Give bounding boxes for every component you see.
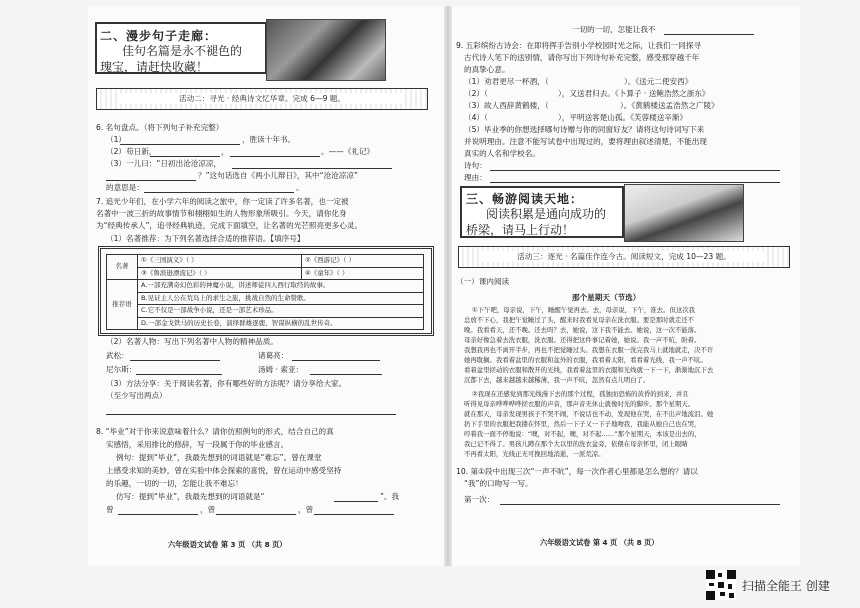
q8-imitate-lead: 仿写：提到“毕业”，我最先想到的词语就是“ bbox=[116, 492, 265, 501]
book-4[interactable]: ④《童年》（ ） bbox=[301, 267, 423, 280]
q10-line-1: 10. 第①段中出现三次“一声不吭”，每一次作者心里都是怎么想的？请以 bbox=[456, 467, 698, 476]
q9-item-5b: 并说明理由。注意不能写试卷中出现过的，要将理由叙述清楚，不能出现 bbox=[464, 137, 707, 146]
q9-item-3b: ）。《黄鹤楼送孟浩然之广陵》 bbox=[620, 101, 719, 110]
reason-a: A.一部充满奇幻色彩的神魔小说，讲述师徒四人西行取经的故事。 bbox=[138, 280, 424, 293]
q6-3-blank-b[interactable] bbox=[106, 180, 196, 181]
q6-1-blank[interactable] bbox=[120, 144, 240, 145]
char-wusong: 武松： bbox=[106, 351, 129, 360]
q8-ceng-3: ，曾 bbox=[298, 505, 314, 514]
para1-line-8: 沉都下去，越来越越来越稀薄，我一声不吭，忽然有点儿明白了。 bbox=[464, 376, 650, 384]
q9-item-3a: （3）故人西辞黄鹤楼，（ bbox=[464, 101, 549, 110]
para2-line-2: 听得见母亲哗哗哗哗搓衣服的声音，那声音无休止就像时光的脚步。那个星期天。 bbox=[464, 400, 695, 408]
q7-sub3: （3）方法分享：关于阅读名著，你有哪些好的方法呢？请分享给大家。 bbox=[106, 379, 347, 388]
q10-first-label: 第一次： bbox=[464, 495, 495, 504]
reading-photo bbox=[624, 184, 744, 242]
continued-blank[interactable] bbox=[664, 34, 754, 35]
char-tom: 汤姆 · 索亚： bbox=[258, 365, 304, 374]
q8-ceng-2: ，曾 bbox=[200, 505, 216, 514]
q7-sub2: （2）名著人物：写出下列名著中人物的精神品质。 bbox=[106, 337, 278, 346]
q6-3-period: 。 bbox=[296, 183, 304, 192]
q8-ceng-blank-3[interactable] bbox=[314, 514, 394, 515]
q7-para-3: 为“经典传承人”，追寻经典轨迹，完成下面填空，让名著的光芒照亮更多心灵。 bbox=[96, 221, 363, 230]
book-3[interactable]: ③《鲁滨逊漂流记》（ ） bbox=[138, 267, 302, 280]
page-fold-shadow bbox=[444, 6, 452, 566]
q6-3-text-b: ？”这句话选自《两小儿辩日》，其中“沧沧凉凉” bbox=[198, 171, 358, 180]
q8-word-blank[interactable] bbox=[334, 501, 378, 502]
continued-line: 一切的一切，怎能让我不 bbox=[572, 25, 656, 34]
q10-first-blank[interactable] bbox=[500, 504, 780, 505]
q6-1-prefix: （1） bbox=[106, 135, 127, 144]
q8-ceng-blank-2[interactable] bbox=[216, 514, 296, 515]
q6-2-comma: ， bbox=[221, 147, 229, 156]
q9-para-2: 古代诗人笔下的送别情，请你写出下列诗句补充完整，感受那穿越千年 bbox=[464, 53, 700, 62]
book-recommend-table bbox=[106, 254, 424, 330]
section3-title: 三、畅游阅读天地： bbox=[466, 192, 584, 206]
q8-imitate-tail: ”。我 bbox=[380, 492, 400, 501]
article-title: 那个星期天（节选） bbox=[572, 293, 641, 302]
char-nils-blank[interactable] bbox=[136, 374, 222, 375]
q9-para-1: 9. 五彩缤纷古诗会：在即将挥手告别小学校园时光之际，让我们一同探寻 bbox=[456, 41, 702, 50]
qr-code-icon bbox=[706, 570, 736, 600]
para2-line-7: 不再看太阳，光线正无可挽回地消逝，一派荒凉。 bbox=[464, 450, 605, 458]
reason-c: C.它不仅是一部战争小说，还是一部艺术珍品。 bbox=[138, 305, 424, 318]
q7-sub3-note: （至少写出两点） bbox=[106, 391, 167, 400]
q6-3-meaning-blank[interactable] bbox=[144, 192, 294, 193]
section2-line1: 佳句名篇是永不褪色的 bbox=[122, 44, 243, 58]
q8-example-1: 例句：提到“毕业”，我最先想到的词语就是“难忘”。曾在课堂 bbox=[116, 453, 322, 462]
para2-line-6: 我已记不得了。男孩儿蹲在那个大以里的洗衣盆旁，依偎在母亲怀里，闭上眼睛 bbox=[464, 440, 688, 448]
char-wusong-blank[interactable] bbox=[130, 360, 220, 361]
para1-line-2: 总放不下心，我把午觉睡过了头，醒来时我看见母亲在洗衣服。要是那时就走还不 bbox=[464, 316, 695, 324]
scanner-watermark: 扫描全能王 创建 bbox=[742, 579, 830, 593]
q9-item-4b: ），平明送客楚山孤。《芙蓉楼送辛渐》 bbox=[558, 113, 688, 122]
q9-poem-blank[interactable] bbox=[490, 170, 780, 171]
table-label-reasons: 推荐语 bbox=[107, 280, 138, 330]
para2-line-1: ②我现在还感觉到那光线漫下去的那个过程，孤独而恐怖的黄昏的到来，并且 bbox=[472, 390, 689, 398]
q8-para-1: 8. “毕业”对于你来说意味着什么？请你仿照例句的形式，结合自己的真 bbox=[96, 427, 334, 436]
reason-b: B.见证主人公在荒岛上的求生之旅，挑战自然的生命赞歌。 bbox=[138, 292, 424, 305]
q9-item-5c: 真实的人名和学校名。 bbox=[464, 149, 540, 158]
q8-example-3: 的乐趣，一切的一切，怎能让我不难忘！ bbox=[106, 479, 243, 488]
q8-ceng-blank-1[interactable] bbox=[118, 514, 198, 515]
q6-2-blank-a[interactable] bbox=[150, 156, 220, 157]
q7-answer-line[interactable] bbox=[106, 414, 396, 415]
activity3-text: 活动三：逐光 · 名篇佳作连今古。阅读短文，完成 10—23 题。 bbox=[481, 251, 767, 262]
char-zhugeliang-blank[interactable] bbox=[292, 360, 380, 361]
q7-sub1: （1）名著推荐：为下列名著选择合适的推荐语。【填序号】 bbox=[106, 234, 305, 243]
q9-reason-blank[interactable] bbox=[490, 182, 780, 183]
char-zhugeliang: 诸葛亮： bbox=[258, 351, 289, 360]
book-2[interactable]: ②《西游记》（ ） bbox=[301, 255, 423, 268]
q9-item-2a: （2）（ bbox=[464, 89, 488, 98]
right-page-footer: 六年级语文试卷 第 4 页 （共 8 页） bbox=[540, 538, 659, 547]
q6-3-blank-a[interactable] bbox=[232, 168, 392, 169]
para1-line-3: 晚。我看看天，还不晚。还去吗？去，她说，这下我不能去。她说，这一次不能落。 bbox=[464, 326, 701, 334]
para2-line-3: 就在那天，母亲发现男孩子不哭不闹，不说话也不动，发现他在哭，在不出声地流泪。她 bbox=[464, 410, 714, 418]
q6-2-source: 。——《礼记》 bbox=[321, 147, 375, 156]
q6-2-blank-b[interactable] bbox=[230, 156, 320, 157]
activity2-text: 活动二：寻光 · 经典诗文忆华章。完成 6—9 题。 bbox=[119, 93, 405, 104]
para1-line-5: 我想我再也不离开半步，再也不把觉睡过头。我想在衣服一洗完我马上就地就走，决不许 bbox=[464, 346, 714, 354]
section2-line2: 瑰宝，请赶快收藏！ bbox=[100, 60, 209, 74]
corridor-photo bbox=[266, 19, 386, 81]
q9-reason-label: 理由： bbox=[464, 173, 487, 182]
q9-para-3: 的真挚心意。 bbox=[464, 65, 510, 74]
q6-2-prefix: （2）苟日新， bbox=[106, 147, 157, 156]
q9-item-4a: （4）（ bbox=[464, 113, 488, 122]
q6-3-text: （3）一儿曰：“日初出沧沧凉凉， bbox=[106, 159, 222, 168]
q7-para-2: 名著中一波三折的故事情节和栩栩如生的人物形象所吸引。今天，请你化身 bbox=[96, 209, 347, 218]
section2-title: 二、漫步句子走廊： bbox=[100, 29, 218, 43]
q8-example-2: 上感受求知的美妙，曾在实验中体会探索的喜悦，曾在运动中感受坚持 bbox=[106, 466, 342, 475]
q9-item-2b: ），又送君归去。《卜算子 · 送鲍浩然之浙东》 bbox=[558, 89, 710, 98]
q9-poem-label: 诗句： bbox=[464, 161, 487, 170]
para2-line-4: 扔下手里的衣服把我搂在怀里，然后一下子又一下子地吻我，我能从她自己也在哭， bbox=[464, 420, 701, 428]
section3-line2: 桥梁，请马上行动！ bbox=[466, 223, 575, 237]
book-1[interactable]: ①《三国演义》（ ） bbox=[138, 255, 302, 268]
para1-line-7: 看着盆里搓动的衣服和散开的光线，我看着盆里的衣服和光线就一下一下，渐渐地沉下去 bbox=[464, 366, 714, 374]
left-page-footer: 六年级语文试卷 第 3 页 （共 8 页） bbox=[168, 540, 287, 549]
reason-d: D.一部金戈铁马的历史长卷，演绎群雄逐鹿、智谋纵横的乱世传奇。 bbox=[138, 317, 424, 330]
char-tom-blank[interactable] bbox=[310, 374, 382, 375]
para2-line-5: 哼着我一面不停地说：“噢，对不起，噢，对不起……”那个星期天，本该是出去的， bbox=[464, 430, 701, 438]
q8-para-2: 实感悟，采用排比的修辞，写一段属于你的毕业感言。 bbox=[106, 440, 289, 449]
para1-line-6: 她再耽搁。我看着盆里的衣服和盆外的衣服，我看着太阳，看看着光线，我一声不吭。 bbox=[464, 356, 707, 364]
q6-1-suffix: ，胜读十年书。 bbox=[242, 135, 296, 144]
activity2-banner bbox=[96, 88, 428, 110]
para1-line-4: 母亲好像急着去洗衣服，洗衣服。还得把这件事记着她，她说。我一声不吭，盼着。 bbox=[464, 336, 701, 344]
section3-line1: 阅读积累是通向成功的 bbox=[486, 207, 607, 221]
para1-line-1: ①下午吧，母亲说，下午，睡醒午觉再去。去，母亲说，下午，准去。但这次我 bbox=[472, 306, 696, 314]
activity3-banner bbox=[458, 246, 790, 268]
char-nils: 尼尔斯： bbox=[106, 365, 137, 374]
q8-ceng-1: 曾 bbox=[106, 505, 114, 514]
part1-heading: （一）课内阅读 bbox=[456, 277, 510, 286]
q9-item-1b: ）。《送元二使安西》 bbox=[624, 77, 693, 86]
q10-line-2: “我”的口吻写一写。 bbox=[464, 479, 533, 488]
table-label-books: 名著 bbox=[107, 255, 138, 280]
q9-item-5a: （5）毕业季的你想选择哪句诗赠与你的同窗好友？请将这句诗词写下来 bbox=[464, 125, 705, 134]
q7-para-1: 7. 追光少年们，在小学六年的阅读之旅中，你一定读了许多名著，也一定被 bbox=[96, 197, 349, 206]
q9-item-1a: （1）劝君更尽一杯酒，（ bbox=[464, 77, 549, 86]
q6-heading: 6. 名句盘点。（将下列句子补充完整） bbox=[96, 123, 224, 132]
q6-3-meaning-label: 的意思是： bbox=[106, 183, 144, 192]
